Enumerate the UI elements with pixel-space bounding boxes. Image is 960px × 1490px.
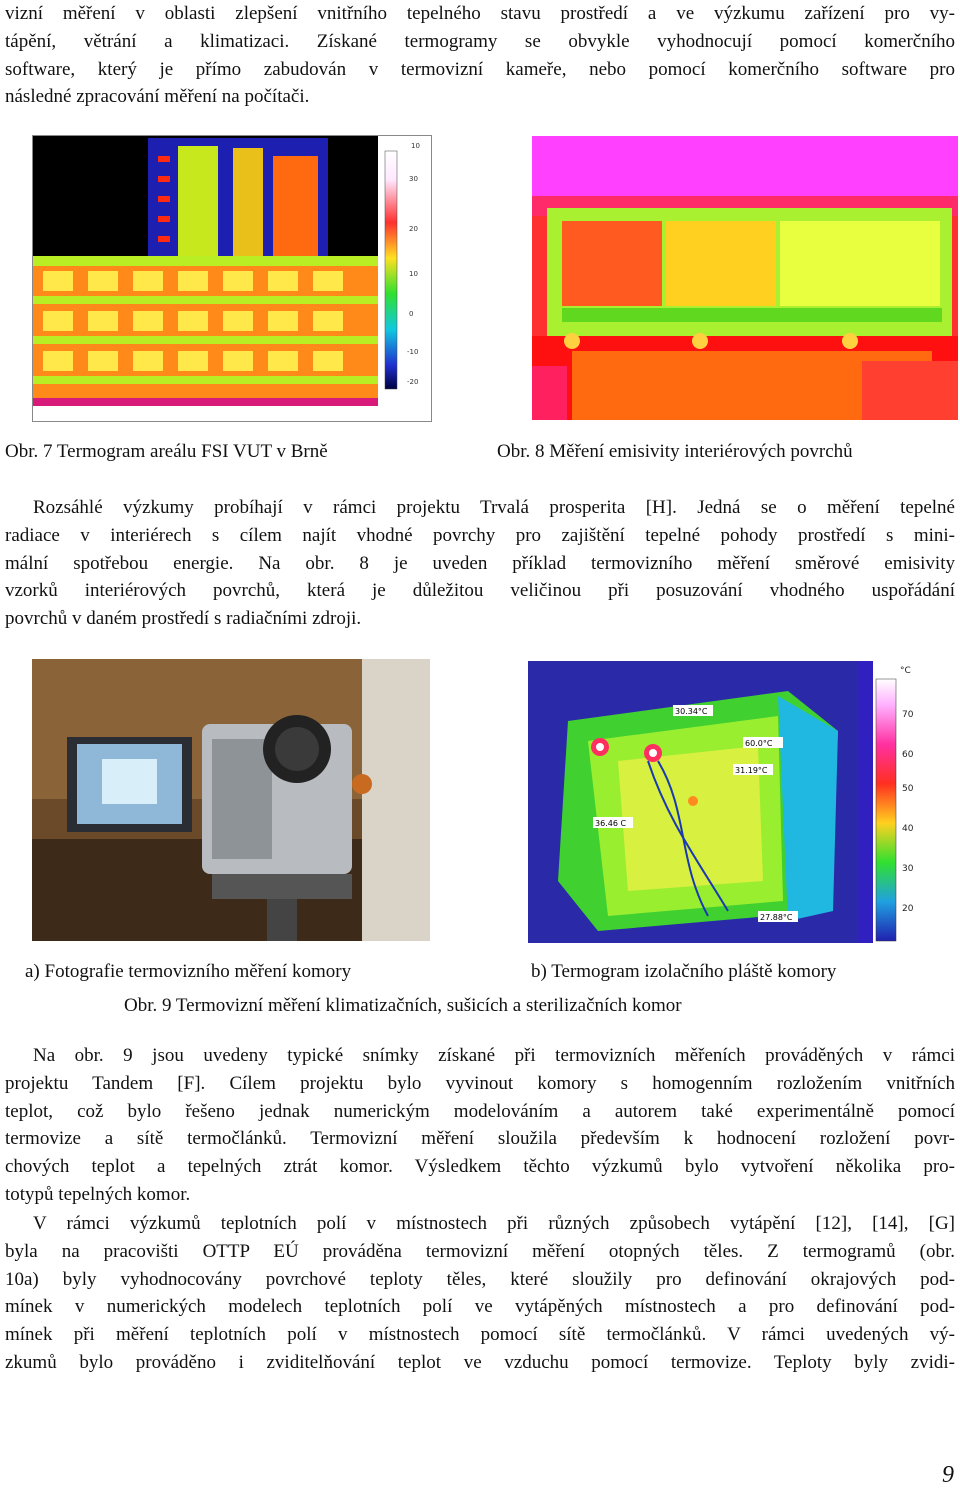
text-line: totypů tepelných komor. [5, 1183, 191, 1205]
scale-label: 20 [409, 225, 418, 233]
temperature-marker: 36.46 C [595, 819, 627, 828]
temperature-marker: 30.34°C [675, 707, 708, 716]
scale-label: 20 [902, 904, 914, 914]
paragraph-2 [5, 494, 955, 633]
temperature-marker: 60.0°C [745, 739, 773, 748]
figure-7-thermogram [32, 135, 432, 422]
text-line: vzorků interiérových povrchů, která je důležitou veličinou při posuzování vhodného uspořádání [5, 580, 955, 602]
scale-label: 30 [902, 864, 914, 874]
figure-9b-caption: b) Termogram izolačního pláště komory [531, 961, 837, 982]
scale-label: 70 [902, 710, 914, 720]
figure-9a-caption: a) Fotografie termovizního měření komory [25, 961, 352, 982]
temperature-marker: 31.19°C [735, 766, 768, 775]
text-line: vizní měření v oblasti zlepšení vnitřního tepelného stavu prostředí a ve výzkumu zařízení pro vy- [5, 3, 955, 24]
figure-7-caption: Obr. 7 Termogram areálu FSI VUT v Brně [5, 441, 328, 462]
text-line: termovize a sítě termočlánků. Termovizní měření sloužila především k hodnocení rozložení povr- [5, 1128, 955, 1150]
text-line: software, který je přímo zabudován v termovizní kameře, nebo pomocí komerčního software pro [5, 58, 955, 80]
scale-label: 10 [411, 142, 420, 150]
scale-label: 60 [902, 750, 914, 760]
scale-label: 10 [409, 270, 418, 278]
text-line: Na obr. 9 jsou uvedeny typické snímky získané při termovizních měřeních prováděných v rámci [33, 1045, 955, 1066]
text-line: zkumů bylo prováděno i zviditelňování teplot ve vzduchu pomocí termovize. Teploty byly zvidi- [5, 1351, 955, 1373]
figure-9b-thermogram [528, 661, 925, 943]
figure-9a-photo [32, 659, 430, 941]
scale-label: -10 [407, 348, 419, 356]
scale-unit: °C [900, 666, 911, 676]
figure-9-caption: Obr. 9 Termovizní měření klimatizačních, sušicích a sterilizačních komor [124, 995, 682, 1016]
figure-8-thermogram [532, 136, 958, 420]
text-line: projektu Tandem [F]. Cílem projektu bylo vyvinout komory s homogenním rozložením vnitřních [5, 1072, 955, 1094]
figure-8-caption: Obr. 8 Měření emisivity interiérových povrchů [497, 441, 853, 462]
paragraph-4 [5, 1210, 955, 1377]
text-line: tápění, větrání a klimatizaci. Získané termogramy se obvykle vyhodnocují pomocí komerčního [5, 30, 955, 52]
scale-label: 30 [409, 175, 418, 183]
page-number: 9 [942, 1462, 954, 1488]
scale-label: 0 [409, 310, 414, 318]
intro-paragraph [5, 0, 955, 111]
text-line: povrchů v daném prostředí s radiačními zdroji. [5, 608, 362, 630]
scale-label: 40 [902, 824, 914, 834]
text-line: následné zpracování měření na počítači. [5, 86, 310, 108]
text-line: mínek při měření teplotních polí v místnostech pomocí sítě termočlánků. V rámci uvedených vý- [5, 1324, 955, 1346]
text-line: mální spotřebou energie. Na obr. 8 je uveden příklad termovizního měření směrové emisivity [5, 552, 955, 574]
text-line: byla na pracovišti OTTP EÚ prováděna termovizní měření otopných těles. Z termogramů (obr. [5, 1240, 955, 1262]
text-line: V rámci výzkumů teplotních polí v místnostech při různých způsobech vytápění [12], [14], [G] [33, 1213, 955, 1234]
text-line: mínek v numerických modelech teplotních polí ve vytápěných místnostech a pro definování pod- [5, 1296, 955, 1318]
scale-label: 50 [902, 784, 914, 794]
text-line: chových teplot a tepelných ztrát komor. Výsledkem těchto výzkumů bylo vytvoření několika pro- [5, 1156, 955, 1178]
text-line: 10a) byly vyhodnocovány povrchové teploty těles, které sloužily pro definování okrajových pod- [5, 1268, 955, 1290]
paragraph-3 [5, 1042, 955, 1209]
scale-label: -20 [407, 378, 419, 386]
text-line: Rozsáhlé výzkumy probíhají v rámci projektu Trvalá prosperita [H]. Jedná se o měření tepelné [33, 497, 955, 518]
text-line: radiace v interiérech s cílem najít vhodné povrchy pro zajištění tepelné pohody prostředí s mini- [5, 524, 955, 546]
text-line: teplot, což bylo řešeno jednak numerickým modelováním a autorem také experimentálně pomocí [5, 1100, 955, 1122]
temperature-marker: 27.88°C [760, 913, 793, 922]
